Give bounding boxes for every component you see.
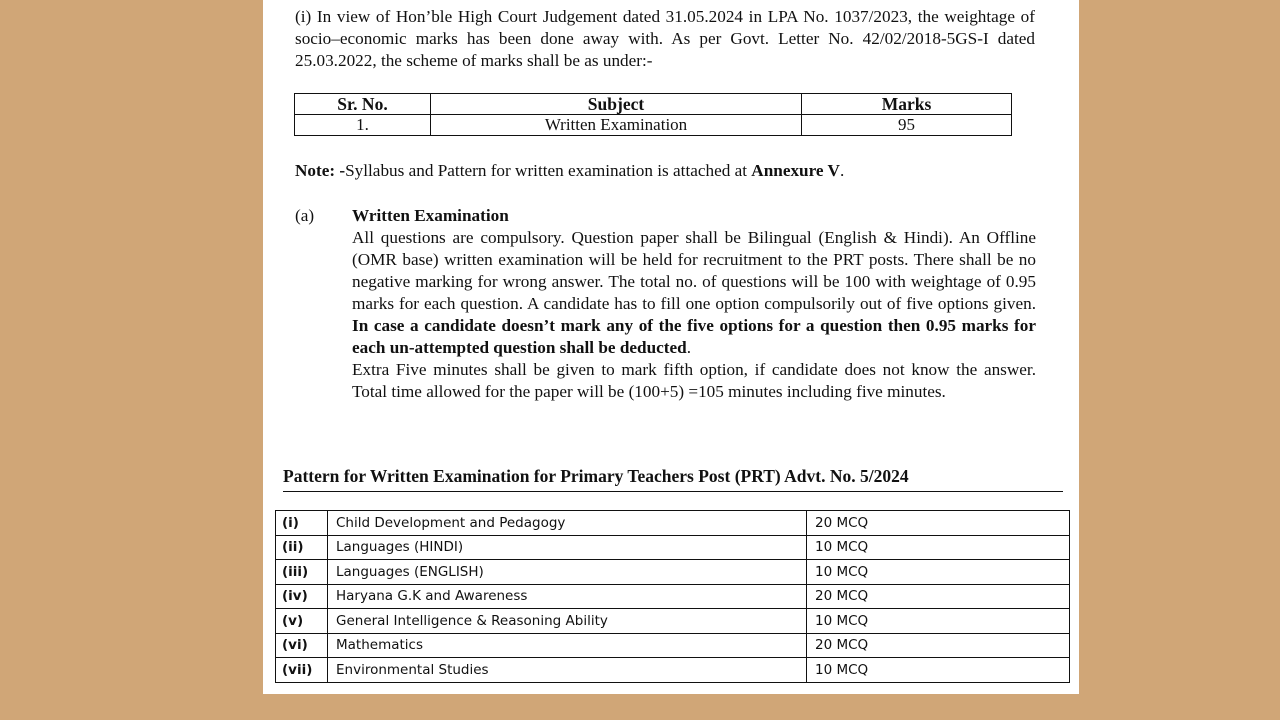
note [295,160,844,182]
table-row [276,584,1070,609]
pattern-mcq: 10 MCQ [807,658,1070,683]
table-row [276,609,1070,634]
pattern-subject: General Intelligence & Reasoning Ability [328,609,807,634]
cell-marks: 95 [802,115,1012,136]
pattern-mcq: 10 MCQ [807,560,1070,585]
pattern-mcq: 20 MCQ [807,511,1070,536]
section-a-text2: Extra Five minutes shall be given to mark fifth option, if candidate does not know the answer. Total time allowed for the paper will be (100+5) =105 minutes including five minutes. [352,360,1036,401]
section-a-number: (a) [295,206,315,225]
pattern-mcq: 10 MCQ [807,609,1070,634]
pattern-num: (vi) [276,633,328,658]
pattern-num: (vii) [276,658,328,683]
table-row [276,633,1070,658]
section-a-bold: In case a candidate doesn’t mark any of the five options for a question then 0.95 marks for each un-attempted question shall be deducted [352,316,1036,357]
note-label: Note: - [295,161,346,180]
section-a-text1: All questions are compulsory. Question paper shall be Bilingual (English & Hindi). An Offline (OMR base) written examination will be held for recruitment to the PRT posts. There shall be no negative marking for wrong answer. The total no. of questions will be 100 with weightage of 0.95 marks for each question. A candidate has to fill one option compulsorily out of five options given. [352,228,1036,313]
header-sr-no: Sr. No. [295,94,431,115]
document-page [263,0,1079,694]
section-a [352,205,1036,403]
pattern-num: (ii) [276,535,328,560]
pattern-subject: Languages (ENGLISH) [328,560,807,585]
paragraph-scheme-of-marks: (i) In view of Hon’ble High Court Judgement dated 31.05.2024 in LPA No. 1037/2023, the weightage of socio–economic marks has been done away with. As per Govt. Letter No. 42/02/2018-5GS-I dated 25.03.2022, the scheme of marks shall be as under:- [295,7,1035,70]
section-a-body [352,227,1036,359]
table-row [276,658,1070,683]
pattern-num: (iv) [276,584,328,609]
note-end: . [839,161,845,180]
marks-table [294,93,1012,136]
pattern-title: Pattern for Written Examination for Primary Teachers Post (PRT) Advt. No. 5/2024 [283,465,1063,492]
note-annexure: Annexure V [751,161,840,180]
cell-subject: Written Examination [431,115,802,136]
section-a-end: . [686,338,691,357]
pattern-subject: Mathematics [328,633,807,658]
pattern-subject: Languages (HINDI) [328,535,807,560]
table-row [276,560,1070,585]
note-text: Syllabus and Pattern for written examination is attached at [345,161,752,180]
table-row [276,511,1070,536]
header-subject: Subject [431,94,802,115]
pattern-mcq: 20 MCQ [807,633,1070,658]
pattern-subject: Environmental Studies [328,658,807,683]
pattern-subject: Child Development and Pedagogy [328,511,807,536]
pattern-mcq: 10 MCQ [807,535,1070,560]
pattern-subject: Haryana G.K and Awareness [328,584,807,609]
pattern-num: (iii) [276,560,328,585]
pattern-mcq: 20 MCQ [807,584,1070,609]
header-marks: Marks [802,94,1012,115]
table-row [295,115,1012,136]
pattern-num: (v) [276,609,328,634]
cell-sr-no: 1. [295,115,431,136]
pattern-table [275,510,1070,683]
section-a-heading: Written Examination [352,206,509,225]
pattern-num: (i) [276,511,328,536]
marks-table-header [295,94,1012,115]
table-row [276,535,1070,560]
